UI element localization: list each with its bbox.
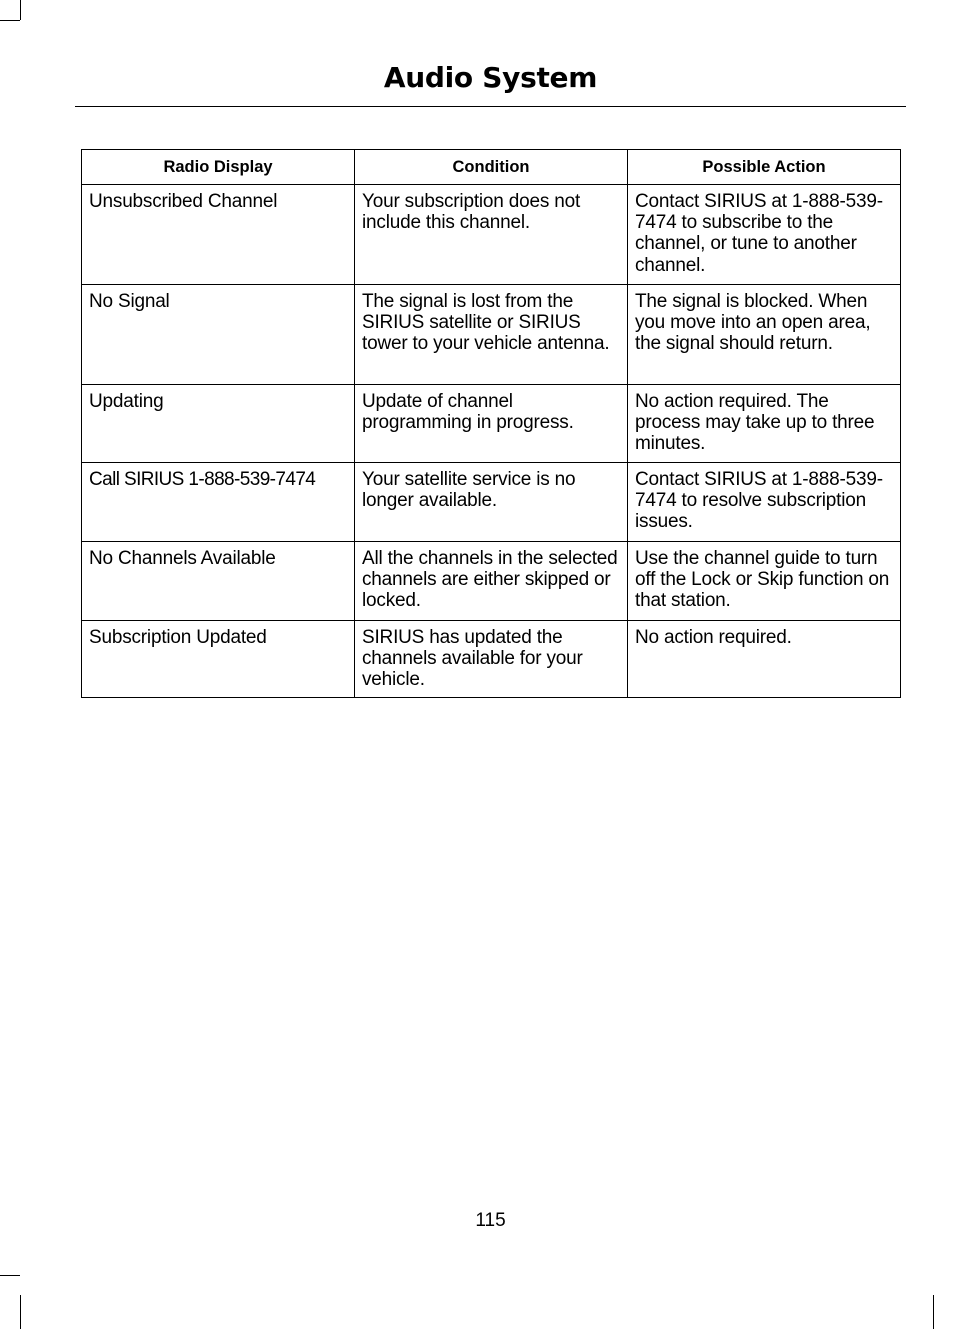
crop-mark-top-left-vertical [20, 0, 21, 20]
table-row [82, 385, 901, 463]
table-row [82, 463, 901, 542]
cell-possible-action: Use the channel guide to turn off the Lock or Skip function on that station. [628, 542, 901, 621]
cell-radio-display: Updating [82, 385, 355, 463]
cell-condition: Update of channel programming in progress. [355, 385, 628, 463]
cell-radio-display: Call SIRIUS 1-888-539-7474 [82, 463, 355, 542]
cell-possible-action: The signal is blocked. When you move into an open area, the signal should return. [628, 285, 901, 385]
cell-condition: Your satellite service is no longer available. [355, 463, 628, 542]
cell-condition: All the channels in the selected channels are either skipped or locked. [355, 542, 628, 621]
cell-possible-action: Contact SIRIUS at 1-888-539-7474 to subscribe to the channel, or tune to another channel. [628, 185, 901, 285]
cell-possible-action: No action required. [628, 621, 901, 698]
cell-radio-display: No Channels Available [82, 542, 355, 621]
table-row [82, 185, 901, 285]
cell-radio-display: Unsubscribed Channel [82, 185, 355, 285]
table-row [82, 621, 901, 698]
table-header-row [82, 150, 901, 185]
crop-mark-bottom-left-vertical [20, 1295, 21, 1329]
header-radio-display: Radio Display [82, 150, 355, 185]
title-rule [75, 106, 906, 107]
crop-mark-bottom-right-vertical [933, 1295, 934, 1329]
cell-radio-display: Subscription Updated [82, 621, 355, 698]
cell-possible-action: No action required. The process may take up to three minutes. [628, 385, 901, 463]
table-row [82, 285, 901, 385]
cell-possible-action: Contact SIRIUS at 1-888-539-7474 to resolve subscription issues. [628, 463, 901, 542]
header-possible-action: Possible Action [628, 150, 901, 185]
table-row [82, 542, 901, 621]
radio-display-table [81, 149, 901, 698]
crop-mark-top-left-horizontal [0, 20, 20, 21]
header-condition: Condition [355, 150, 628, 185]
page-number: 115 [475, 1210, 506, 1231]
cell-condition: Your subscription does not include this channel. [355, 185, 628, 285]
crop-mark-bottom-left-horizontal [0, 1275, 20, 1276]
cell-condition: The signal is lost from the SIRIUS satellite or SIRIUS tower to your vehicle antenna. [355, 285, 628, 385]
cell-condition: SIRIUS has updated the channels available for your vehicle. [355, 621, 628, 698]
page-title: Audio System [383, 61, 598, 94]
cell-radio-display: No Signal [82, 285, 355, 385]
